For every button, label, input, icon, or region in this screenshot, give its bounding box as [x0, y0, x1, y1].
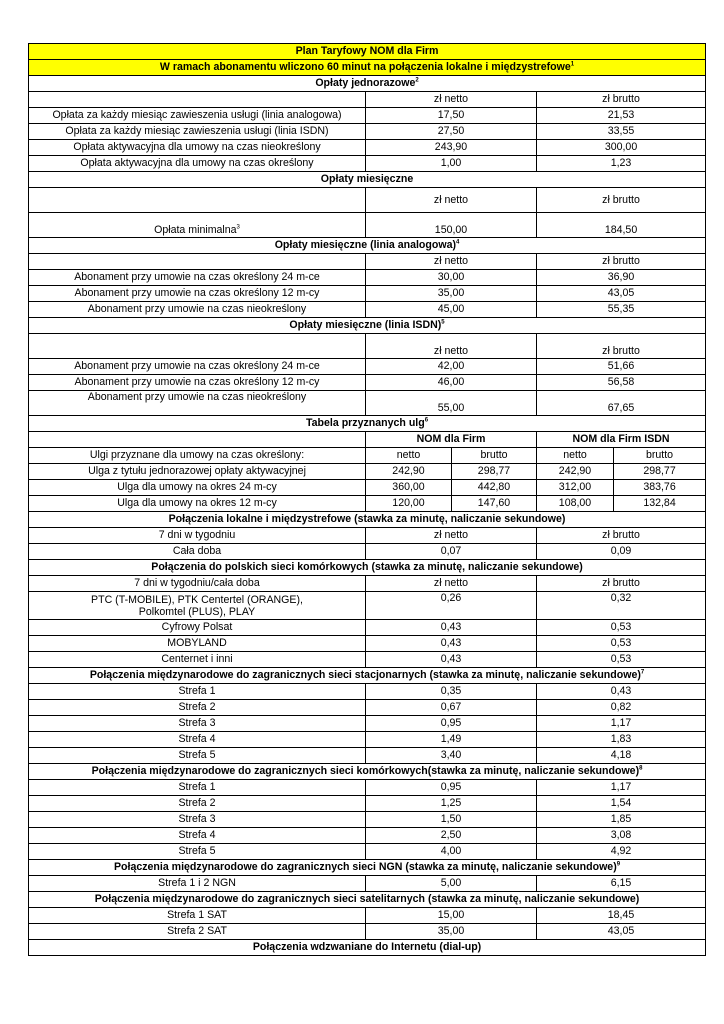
- section-header: [29, 512, 706, 528]
- table-row: [29, 652, 706, 668]
- table-row: [29, 124, 706, 140]
- table-row: [29, 302, 706, 318]
- section-header: [29, 238, 706, 254]
- net-header: zł netto: [366, 188, 537, 213]
- isdn-gross-value: 298,77: [614, 464, 706, 480]
- table-row: [29, 732, 706, 748]
- net-value: 243,90: [366, 140, 537, 156]
- net-value: 42,00: [366, 359, 537, 375]
- row-label: Strefa 3: [29, 716, 366, 732]
- brutto-header: brutto: [452, 448, 537, 464]
- table-row: [29, 716, 706, 732]
- gross-value: 55,35: [537, 302, 706, 318]
- gross-value: 4,92: [537, 844, 706, 860]
- isdn-gross-value: 132,84: [614, 496, 706, 512]
- table-row: [29, 876, 706, 892]
- section-title: Połączenia wdzwaniane do Internetu (dial-up): [29, 940, 706, 956]
- subtitle-row: [29, 60, 706, 76]
- section-title: Połączenia do polskich sieci komórkowych (stawka za minutę, naliczanie sekundowe): [29, 560, 706, 576]
- row-label: Strefa 1: [29, 684, 366, 700]
- section-header: [29, 560, 706, 576]
- gross-header: zł brutto: [537, 92, 706, 108]
- net-value: 0,35: [366, 684, 537, 700]
- isdn-net-value: 312,00: [537, 480, 614, 496]
- section-header: [29, 172, 706, 188]
- net-value: 17,50: [366, 108, 537, 124]
- currency-header-row: [29, 528, 706, 544]
- section-header: [29, 892, 706, 908]
- table-row: [29, 684, 706, 700]
- nom-net-value: 242,90: [366, 464, 452, 480]
- gross-value: 4,18: [537, 748, 706, 764]
- row-label: Strefa 2: [29, 796, 366, 812]
- net-value: 0,43: [366, 620, 537, 636]
- currency-header-row: [29, 92, 706, 108]
- row-label: Strefa 5: [29, 748, 366, 764]
- row-label: Abonament przy umowie na czas określony 12 m-cy: [29, 286, 366, 302]
- row-label: Ulga dla umowy na okres 12 m-cy: [29, 496, 366, 512]
- net-value: 15,00: [366, 908, 537, 924]
- row-label: Strefa 1 SAT: [29, 908, 366, 924]
- empty-cell: [29, 92, 366, 108]
- tariff-table: [28, 43, 706, 956]
- gross-value: 0,09: [537, 544, 706, 560]
- isdn-net-value: 242,90: [537, 464, 614, 480]
- gross-value: 21,53: [537, 108, 706, 124]
- net-value: 150,00: [366, 213, 537, 238]
- gross-value: 18,45: [537, 908, 706, 924]
- plan-subtitle: W ramach abonamentu wliczono 60 minut na połączenia lokalne i międzystrefowe$^1$: [29, 60, 706, 76]
- days-label: 7 dni w tygodniu/cała doba: [29, 576, 366, 592]
- nom-net-value: 360,00: [366, 480, 452, 496]
- nom-net-value: 120,00: [366, 496, 452, 512]
- row-label: Cała doba: [29, 544, 366, 560]
- section-title: Połączenia międzynarodowe do zagranicznych sieci stacjonarnych (stawka za minutę, naliczanie sekundowe)$^7$: [29, 668, 706, 684]
- days-label: 7 dni w tygodniu: [29, 528, 366, 544]
- row-label: Ulga z tytułu jednorazowej opłaty aktywacyjnej: [29, 464, 366, 480]
- gross-value: 6,15: [537, 876, 706, 892]
- table-row: [29, 620, 706, 636]
- net-value: 0,67: [366, 700, 537, 716]
- net-value: 27,50: [366, 124, 537, 140]
- row-label: Strefa 2: [29, 700, 366, 716]
- table-row: [29, 480, 706, 496]
- net-value: 35,00: [366, 286, 537, 302]
- net-value: 45,00: [366, 302, 537, 318]
- section-title: Opłaty miesięczne (linia analogowa)$^4$: [29, 238, 706, 254]
- gross-value: 1,17: [537, 780, 706, 796]
- gross-header: zł brutto: [537, 334, 706, 359]
- net-value: 4,00: [366, 844, 537, 860]
- netto-header: netto: [366, 448, 452, 464]
- section-title: Połączenia międzynarodowe do zagranicznych sieci NGN (stawka za minutę, naliczanie sekundowe)$^9$: [29, 860, 706, 876]
- gross-value: 43,05: [537, 924, 706, 940]
- gross-value: 51,66: [537, 359, 706, 375]
- net-header: zł netto: [366, 576, 537, 592]
- gross-value: 0,82: [537, 700, 706, 716]
- gross-value: 3,08: [537, 828, 706, 844]
- table-row: [29, 496, 706, 512]
- section-header: [29, 318, 706, 334]
- currency-header-row: [29, 254, 706, 270]
- row-label: Ulgi przyznane dla umowy na czas określony:: [29, 448, 366, 464]
- table-row: [29, 780, 706, 796]
- section-title: Opłaty miesięczne: [29, 172, 706, 188]
- row-label: Abonament przy umowie na czas określony 12 m-cy: [29, 375, 366, 391]
- section-title: Połączenia międzynarodowe do zagranicznych sieci komórkowych(stawka za minutę, naliczanie sekundowe)$^8$: [29, 764, 706, 780]
- table-row: [29, 391, 706, 416]
- net-value: 0,43: [366, 652, 537, 668]
- currency-header-row: [29, 334, 706, 359]
- discount-subheader-row: [29, 448, 706, 464]
- net-value: 2,50: [366, 828, 537, 844]
- gross-header: zł brutto: [537, 254, 706, 270]
- table-row: [29, 140, 706, 156]
- gross-value: 1,23: [537, 156, 706, 172]
- gross-value: 300,00: [537, 140, 706, 156]
- table-row: [29, 464, 706, 480]
- row-label: Centernet i inni: [29, 652, 366, 668]
- section-title: Opłaty miesięczne (linia ISDN)$^5$: [29, 318, 706, 334]
- section-title: Połączenia lokalne i międzystrefowe (stawka za minutę, naliczanie sekundowe): [29, 512, 706, 528]
- section-header: [29, 416, 706, 432]
- net-value: 3,40: [366, 748, 537, 764]
- section-header: [29, 940, 706, 956]
- net-header: zł netto: [366, 254, 537, 270]
- gross-value: 1,85: [537, 812, 706, 828]
- gross-value: 184,50: [537, 213, 706, 238]
- net-value: 46,00: [366, 375, 537, 391]
- net-value: 1,00: [366, 156, 537, 172]
- net-value: 55,00: [366, 391, 537, 416]
- table-row: [29, 748, 706, 764]
- table-row: [29, 924, 706, 940]
- net-header: zł netto: [366, 92, 537, 108]
- row-label: Strefa 1 i 2 NGN: [29, 876, 366, 892]
- title-row: [29, 44, 706, 60]
- nom-gross-value: 147,60: [452, 496, 537, 512]
- empty-cell: [29, 432, 366, 448]
- net-value: 0,43: [366, 636, 537, 652]
- nom-header: NOM dla Firm: [366, 432, 537, 448]
- table-row: [29, 908, 706, 924]
- row-label: Abonament przy umowie na czas nieokreślony: [29, 302, 366, 318]
- gross-value: 56,58: [537, 375, 706, 391]
- table-row: [29, 156, 706, 172]
- nom-gross-value: 298,77: [452, 464, 537, 480]
- row-label: Strefa 4: [29, 732, 366, 748]
- section-header: [29, 860, 706, 876]
- net-value: 0,07: [366, 544, 537, 560]
- gross-value: 67,65: [537, 391, 706, 416]
- table-row: [29, 592, 706, 620]
- net-value: 1,25: [366, 796, 537, 812]
- gross-header: zł brutto: [537, 528, 706, 544]
- table-row: [29, 108, 706, 124]
- table-row: [29, 286, 706, 302]
- net-value: 0,26: [366, 592, 537, 620]
- gross-header: zł brutto: [537, 576, 706, 592]
- table-row: [29, 812, 706, 828]
- netto-header: netto: [537, 448, 614, 464]
- gross-value: 1,17: [537, 716, 706, 732]
- table-row: [29, 359, 706, 375]
- section-header: [29, 668, 706, 684]
- empty-cell: [29, 188, 366, 213]
- row-label: Opłata aktywacyjna dla umowy na czas nieokreślony: [29, 140, 366, 156]
- gross-value: 0,53: [537, 652, 706, 668]
- currency-header-row: [29, 576, 706, 592]
- net-value: 1,49: [366, 732, 537, 748]
- section-title: Połączenia międzynarodowe do zagranicznych sieci satelitarnych (stawka za minutę, naliczanie sekundowe): [29, 892, 706, 908]
- currency-header-row: [29, 188, 706, 213]
- net-header: zł netto: [366, 334, 537, 359]
- gross-value: 36,90: [537, 270, 706, 286]
- row-label: Abonament przy umowie na czas określony 24 m-ce: [29, 359, 366, 375]
- row-label: MOBYLAND: [29, 636, 366, 652]
- row-label: Strefa 4: [29, 828, 366, 844]
- row-label: Abonament przy umowie na czas nieokreślony: [29, 391, 366, 416]
- net-value: 1,50: [366, 812, 537, 828]
- row-label: Opłata minimalna$^3$: [29, 213, 366, 238]
- empty-cell: [29, 254, 366, 270]
- row-label: Ulga dla umowy na okres 24 m-cy: [29, 480, 366, 496]
- discount-header-row: [29, 432, 706, 448]
- section-title: Tabela przyznanych ulg$^6$: [29, 416, 706, 432]
- row-label: Opłata za każdy miesiąc zawieszenia usługi (linia ISDN): [29, 124, 366, 140]
- isdn-gross-value: 383,76: [614, 480, 706, 496]
- section-header: [29, 76, 706, 92]
- gross-value: 43,05: [537, 286, 706, 302]
- net-value: 0,95: [366, 716, 537, 732]
- nom-isdn-header: NOM dla Firm ISDN: [537, 432, 706, 448]
- brutto-header: brutto: [614, 448, 706, 464]
- table-row: [29, 213, 706, 238]
- gross-value: 1,54: [537, 796, 706, 812]
- row-label: Strefa 5: [29, 844, 366, 860]
- row-label: Strefa 3: [29, 812, 366, 828]
- isdn-net-value: 108,00: [537, 496, 614, 512]
- net-header: zł netto: [366, 528, 537, 544]
- table-row: [29, 375, 706, 391]
- row-label: Strefa 1: [29, 780, 366, 796]
- plan-title: Plan Taryfowy NOM dla Firm: [29, 44, 706, 60]
- table-row: [29, 796, 706, 812]
- section-title: Opłaty jednorazowe$^2$: [29, 76, 706, 92]
- net-value: 30,00: [366, 270, 537, 286]
- gross-value: 0,43: [537, 684, 706, 700]
- section-header: [29, 764, 706, 780]
- gross-value: 0,53: [537, 620, 706, 636]
- gross-value: 0,53: [537, 636, 706, 652]
- gross-value: 33,55: [537, 124, 706, 140]
- gross-value: 1,83: [537, 732, 706, 748]
- row-label: Opłata aktywacyjna dla umowy na czas określony: [29, 156, 366, 172]
- net-value: 5,00: [366, 876, 537, 892]
- table-row: [29, 844, 706, 860]
- row-label: Strefa 2 SAT: [29, 924, 366, 940]
- row-label: Abonament przy umowie na czas określony 24 m-ce: [29, 270, 366, 286]
- nom-gross-value: 442,80: [452, 480, 537, 496]
- gross-value: 0,32: [537, 592, 706, 620]
- row-label: Opłata za każdy miesiąc zawieszenia usługi (linia analogowa): [29, 108, 366, 124]
- table-row: [29, 544, 706, 560]
- net-value: 35,00: [366, 924, 537, 940]
- row-label: PTC (T-MOBILE), PTK Centertel (ORANGE), Polkomtel (PLUS), PLAY: [29, 592, 366, 620]
- empty-cell: [29, 334, 366, 359]
- row-label: Cyfrowy Polsat: [29, 620, 366, 636]
- table-row: [29, 270, 706, 286]
- table-row: [29, 828, 706, 844]
- net-value: 0,95: [366, 780, 537, 796]
- table-row: [29, 636, 706, 652]
- gross-header: zł brutto: [537, 188, 706, 213]
- table-row: [29, 700, 706, 716]
